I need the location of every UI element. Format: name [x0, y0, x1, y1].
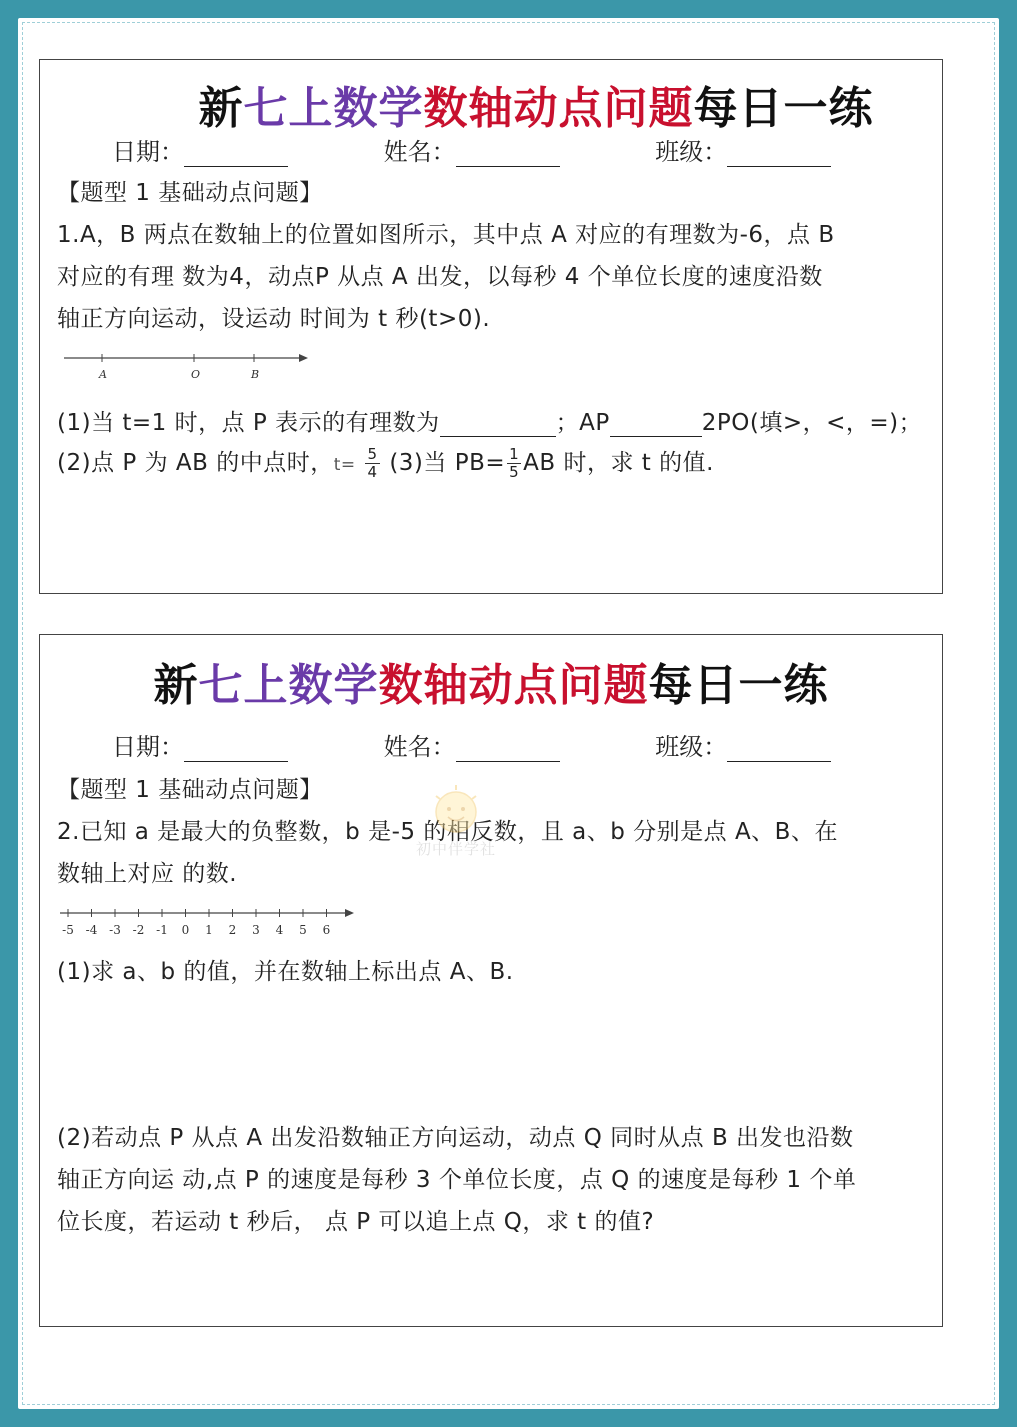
- smiling-sun-icon: [426, 782, 486, 838]
- axis-tick-label: 5: [299, 923, 307, 937]
- exercise-card-1: [39, 59, 943, 594]
- q1-text-line1: 1.A，B 两点在数轴上的位置如图所示，其中点 A 对应的有理数为-6，点 B: [57, 222, 835, 248]
- axis-tick-label: -1: [156, 923, 168, 937]
- class-label: 班级：: [655, 733, 728, 761]
- q2-subquestion-2-line1: (2)若动点 P 从点 A 出发沿数轴正方向运动，动点 Q 同时从点 B 出发也沿数: [57, 1125, 854, 1151]
- student-info-row: [112, 132, 919, 167]
- axis-tick-label: -2: [132, 923, 145, 937]
- q2-subquestion-2-line3: 位长度，若运动 t 秒后， 点 P 可以追上点 Q，求 t 的值?: [57, 1209, 655, 1235]
- q2-subquestion-1: (1)求 a、b 的值，并在数轴上标出点 A、B.: [57, 959, 514, 985]
- student-info-row: [112, 727, 919, 762]
- name-label: 姓名：: [383, 138, 456, 166]
- page-title: 新七上数学数轴动点问题每日一练: [153, 660, 829, 711]
- answer-blank-compare[interactable]: [610, 414, 702, 437]
- q2-text-line2: 数轴上对应 的数.: [57, 861, 238, 887]
- axis-label-b: B: [251, 368, 260, 381]
- axis-tick-label: 3: [252, 923, 260, 937]
- fraction-one-fifth: $\frac{1}{5}$: [509, 445, 520, 481]
- axis-tick-label: 6: [322, 923, 331, 937]
- date-label: 日期：: [112, 138, 184, 166]
- watermark-text: 初中伴学社: [415, 840, 496, 858]
- name-blank[interactable]: [456, 144, 560, 167]
- q2-text-line1: 2.已知 a 是最大的负整数，b 是-5 的相反数，且 a、b 分别是点 A、B、在: [57, 819, 838, 845]
- name-label: 姓名：: [383, 733, 456, 761]
- name-blank[interactable]: [456, 739, 560, 762]
- axis-tick-label: -4: [85, 923, 98, 937]
- axis-tick-label: -5: [62, 923, 74, 937]
- q1-subquestion-1: (1)当 t=1 时，点 P 表示的有理数为 ；AP 2PO(填>，<，=)；: [57, 410, 923, 436]
- class-blank[interactable]: [727, 739, 831, 762]
- date-label: 日期：: [112, 733, 184, 761]
- section-label: 【题型 1 基础动点问题】: [57, 180, 323, 206]
- date-blank[interactable]: [184, 739, 288, 762]
- q1-text-line3: 轴正方向运动，设运动 时间为 t 秒(t>0).: [57, 306, 491, 332]
- q2-subquestion-2-line2: 轴正方向运 动,点 P 的速度是每秒 3 个单位长度，点 Q 的速度是每秒 1 个单: [57, 1167, 857, 1193]
- watermark: [400, 782, 512, 882]
- answer-blank-p-value[interactable]: [440, 414, 556, 437]
- axis-tick-label: 1: [205, 923, 213, 937]
- class-label: 班级：: [655, 138, 728, 166]
- date-blank[interactable]: [184, 144, 288, 167]
- exercise-card-2: [39, 634, 943, 1327]
- q2-number-line: [58, 903, 358, 943]
- q1-subquestion-2-3: (2)点 P 为 AB 的中点时，t= $\frac{5}{4}$ (3)当 PB= $\frac{1}{5}$ AB 时，求 t 的值.: [57, 445, 714, 481]
- axis-tick-label: -3: [109, 923, 121, 937]
- axis-label-o: O: [191, 368, 201, 381]
- axis-tick-label: 4: [275, 923, 284, 937]
- q1-number-line: [62, 348, 312, 384]
- axis-tick-label: 0: [181, 923, 190, 937]
- class-blank[interactable]: [727, 144, 831, 167]
- axis-label-a: A: [99, 368, 107, 381]
- section-label: 【题型 1 基础动点问题】: [57, 777, 323, 803]
- axis-tick-label: 2: [228, 923, 237, 937]
- page-title: 新七上数学数轴动点问题每日一练: [198, 83, 874, 134]
- fraction-five-fourths: $\frac{5}{4}$: [367, 445, 378, 481]
- q1-text-line2: 对应的有理 数为4，动点P 从点 A 出发，以每秒 4 个单位长度的速度沿数: [57, 264, 823, 290]
